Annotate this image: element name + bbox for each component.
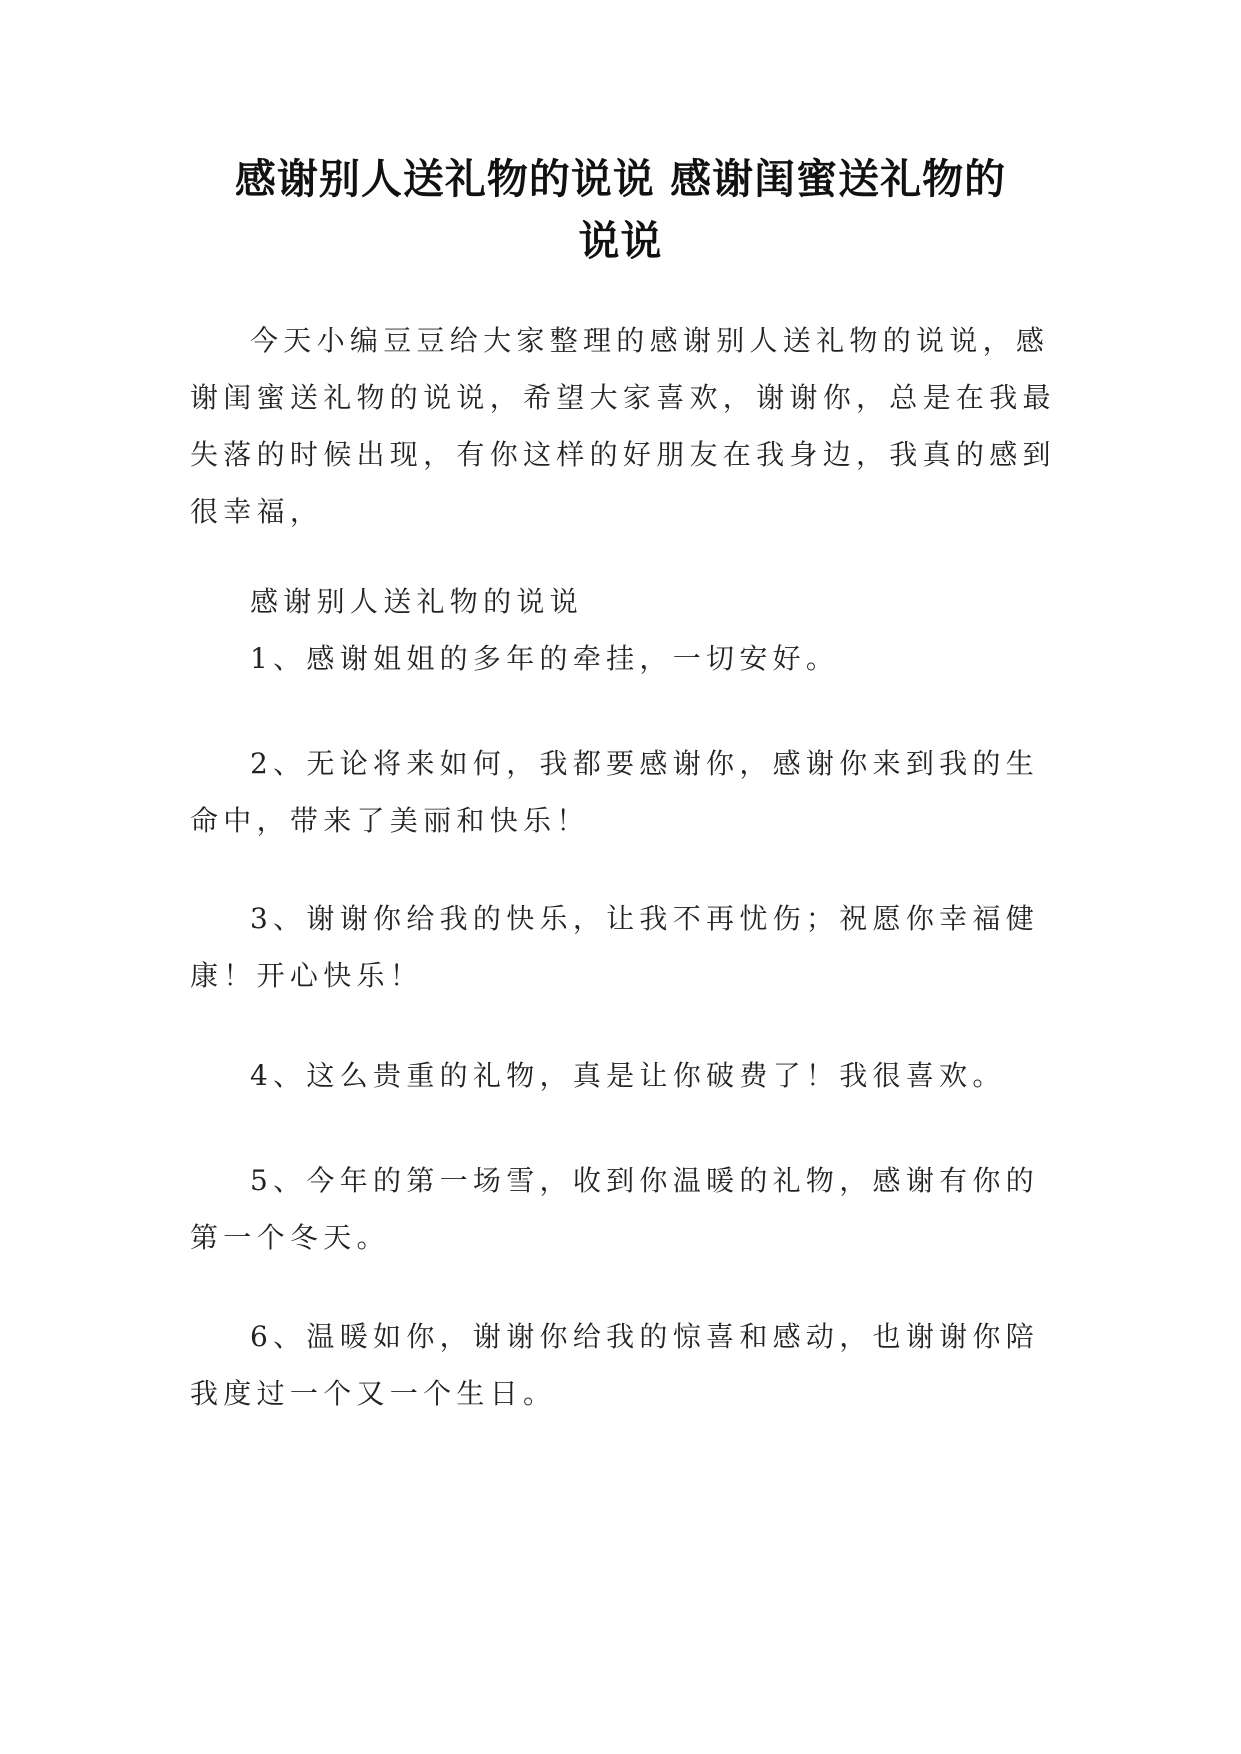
- item-6-line-2: 我度过一个又一个生日。: [190, 1377, 557, 1410]
- intro-line-3: 失落的时候出现，有你这样的好朋友在我身边，我真的感到: [190, 438, 1056, 471]
- item-6-line-1: 6、温暖如你，谢谢你给我的惊喜和感动，也谢谢你陪: [250, 1320, 1040, 1353]
- title-line-1: 感谢别人送礼物的说说 感谢闺蜜送礼物的: [234, 155, 1007, 203]
- list-item: [190, 1152, 1051, 1266]
- item-1-line-1: 1、感谢姐姐的多年的牵挂，一切安好。: [250, 642, 840, 675]
- list-item: [190, 1308, 1051, 1422]
- item-2-line-1: 2、无论将来如何，我都要感谢你，感谢你来到我的生: [250, 747, 1040, 780]
- intro-paragraph: [190, 312, 1056, 540]
- section-heading: 感谢别人送礼物的说说: [250, 585, 584, 618]
- intro-line-1: 今天小编豆豆给大家整理的感谢别人送礼物的说说，感: [250, 324, 1050, 357]
- list-item: [190, 890, 1051, 1004]
- intro-line-4: 很幸福，: [190, 495, 324, 528]
- title-line-2: 说说: [578, 217, 663, 265]
- document-title: [190, 148, 1051, 272]
- item-5-line-1: 5、今年的第一场雪，收到你温暖的礼物，感谢有你的: [250, 1164, 1040, 1197]
- item-4-line-1: 4、这么贵重的礼物，真是让你破费了！我很喜欢。: [250, 1059, 1006, 1092]
- item-5-line-2: 第一个冬天。: [190, 1221, 390, 1254]
- list-item: [190, 735, 1051, 849]
- item-3-line-1: 3、谢谢你给我的快乐，让我不再忧伤；祝愿你幸福健: [250, 902, 1040, 935]
- list-item: [190, 630, 1051, 687]
- list-item: [190, 1047, 1051, 1104]
- item-3-line-2: 康！开心快乐！: [190, 959, 424, 992]
- intro-line-2: 谢闺蜜送礼物的说说，希望大家喜欢，谢谢你，总是在我最: [190, 381, 1056, 414]
- item-2-line-2: 命中，带来了美丽和快乐！: [190, 804, 590, 837]
